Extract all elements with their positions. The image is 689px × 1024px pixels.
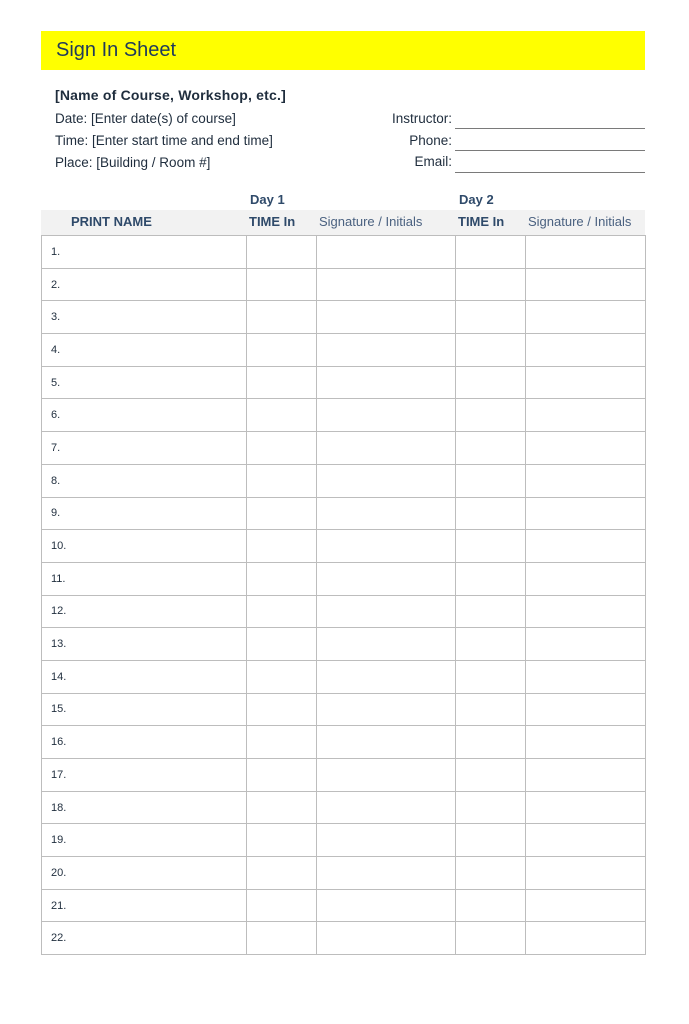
signature-day-1-cell[interactable] (317, 562, 456, 595)
table-row (42, 824, 646, 857)
row-number: 6. (51, 409, 61, 422)
day-1-label: Day 1 (250, 192, 285, 207)
time-in-day-1-cell[interactable] (247, 726, 317, 759)
row-number: 18. (51, 801, 67, 814)
signature-day-1-cell[interactable] (317, 301, 456, 334)
row-number: 11. (51, 572, 66, 585)
time-in-day-2-cell[interactable] (456, 497, 526, 530)
signature-day-1-cell[interactable] (317, 824, 456, 857)
time-in-day-2-cell[interactable] (456, 791, 526, 824)
table-row (42, 628, 646, 661)
table-row (42, 399, 646, 432)
time-in-day-2-cell[interactable] (456, 759, 526, 792)
time-in-day-2-cell[interactable] (456, 366, 526, 399)
signature-day-1-cell[interactable] (317, 366, 456, 399)
name-cell[interactable] (42, 236, 247, 269)
signature-day-1-cell[interactable] (317, 660, 456, 693)
time-in-day-1-cell[interactable] (247, 464, 317, 497)
table-row (42, 595, 646, 628)
email-label: Email: (414, 154, 452, 169)
signature-day-2-cell[interactable] (526, 693, 646, 726)
table-row (42, 334, 646, 367)
header-print-name: PRINT NAME (71, 214, 152, 229)
signature-day-2-cell[interactable] (526, 759, 646, 792)
time-in-day-2-cell[interactable] (456, 889, 526, 922)
time-in-day-1-cell[interactable] (247, 399, 317, 432)
name-cell[interactable] (42, 530, 247, 563)
time-field: Time: [Enter start time and end time] (55, 133, 273, 148)
time-in-day-1-cell[interactable] (247, 334, 317, 367)
place-field: Place: [Building / Room #] (55, 155, 211, 170)
signature-day-1-cell[interactable] (317, 726, 456, 759)
time-in-day-2-cell[interactable] (456, 432, 526, 465)
row-number: 22. (51, 932, 67, 945)
time-in-day-1-cell[interactable] (247, 791, 317, 824)
signature-day-2-cell[interactable] (526, 791, 646, 824)
name-cell[interactable] (42, 562, 247, 595)
row-number: 17. (51, 768, 67, 781)
signature-day-2-cell[interactable] (526, 334, 646, 367)
signature-day-1-cell[interactable] (317, 268, 456, 301)
time-in-day-2-cell[interactable] (456, 628, 526, 661)
table-row (42, 268, 646, 301)
time-in-day-2-cell[interactable] (456, 726, 526, 759)
time-in-day-1-cell[interactable] (247, 530, 317, 563)
name-cell[interactable] (42, 726, 247, 759)
time-in-day-1-cell[interactable] (247, 824, 317, 857)
time-in-day-1-cell[interactable] (247, 301, 317, 334)
table-row (42, 791, 646, 824)
title-bar (41, 31, 645, 70)
signature-day-2-cell[interactable] (526, 236, 646, 269)
signature-day-2-cell[interactable] (526, 497, 646, 530)
time-in-day-1-cell[interactable] (247, 366, 317, 399)
row-number: 2. (51, 278, 61, 291)
time-in-day-1-cell[interactable] (247, 432, 317, 465)
signature-day-1-cell[interactable] (317, 922, 456, 955)
name-cell[interactable] (42, 268, 247, 301)
signature-day-1-cell[interactable] (317, 464, 456, 497)
signature-day-2-cell[interactable] (526, 726, 646, 759)
header-time-in-day-1: TIME In (249, 214, 296, 229)
signature-day-1-cell[interactable] (317, 889, 456, 922)
signature-day-2-cell[interactable] (526, 857, 646, 890)
time-in-day-2-cell[interactable] (456, 268, 526, 301)
signature-day-2-cell[interactable] (526, 824, 646, 857)
name-cell[interactable] (42, 759, 247, 792)
signature-day-2-cell[interactable] (526, 628, 646, 661)
row-number: 4. (51, 343, 61, 356)
name-cell[interactable] (42, 334, 247, 367)
time-in-day-2-cell[interactable] (456, 301, 526, 334)
time-in-day-2-cell[interactable] (456, 562, 526, 595)
table-row (42, 497, 646, 530)
table-row (42, 922, 646, 955)
signature-day-1-cell[interactable] (317, 432, 456, 465)
row-number: 12. (51, 605, 67, 618)
time-in-day-1-cell[interactable] (247, 236, 317, 269)
table-row (42, 726, 646, 759)
time-in-day-1-cell[interactable] (247, 497, 317, 530)
row-number: 20. (51, 866, 67, 879)
signature-day-2-cell[interactable] (526, 922, 646, 955)
time-in-day-2-cell[interactable] (456, 236, 526, 269)
signature-day-1-cell[interactable] (317, 628, 456, 661)
name-cell[interactable] (42, 628, 247, 661)
sign-in-table (41, 235, 646, 955)
instructor-line (455, 128, 645, 129)
signature-day-2-cell[interactable] (526, 464, 646, 497)
time-in-day-1-cell[interactable] (247, 660, 317, 693)
time-in-day-1-cell[interactable] (247, 889, 317, 922)
header-signature-day-2: Signature / Initials (528, 214, 632, 229)
signature-day-2-cell[interactable] (526, 660, 646, 693)
page-title: Sign In Sheet (56, 39, 177, 61)
table-row (42, 366, 646, 399)
header-signature-day-1: Signature / Initials (319, 214, 423, 229)
table-row (42, 236, 646, 269)
time-in-day-2-cell[interactable] (456, 464, 526, 497)
course-name: [Name of Course, Workshop, etc.] (55, 87, 286, 103)
signature-day-2-cell[interactable] (526, 562, 646, 595)
row-number: 13. (51, 638, 67, 651)
table-row (42, 301, 646, 334)
time-in-day-2-cell[interactable] (456, 824, 526, 857)
instructor-label: Instructor: (391, 111, 452, 126)
signature-day-2-cell[interactable] (526, 432, 646, 465)
signature-day-1-cell[interactable] (317, 857, 456, 890)
table-row (42, 759, 646, 792)
signature-day-1-cell[interactable] (317, 595, 456, 628)
time-in-day-1-cell[interactable] (247, 693, 317, 726)
name-cell[interactable] (42, 660, 247, 693)
name-cell[interactable] (42, 301, 247, 334)
time-in-day-1-cell[interactable] (247, 562, 317, 595)
signature-day-2-cell[interactable] (526, 366, 646, 399)
phone-line (455, 150, 645, 151)
table-row (42, 432, 646, 465)
row-number: 7. (51, 441, 61, 454)
time-in-day-2-cell[interactable] (456, 399, 526, 432)
table-row (42, 660, 646, 693)
row-number: 15. (51, 703, 67, 716)
table-row (42, 562, 646, 595)
table-row (42, 693, 646, 726)
signature-day-1-cell[interactable] (317, 791, 456, 824)
name-cell[interactable] (42, 824, 247, 857)
time-in-day-1-cell[interactable] (247, 857, 317, 890)
time-in-day-2-cell[interactable] (456, 334, 526, 367)
name-cell[interactable] (42, 595, 247, 628)
row-number: 16. (51, 736, 67, 749)
signature-day-1-cell[interactable] (317, 693, 456, 726)
header-time-in-day-2: TIME In (458, 214, 505, 229)
time-in-day-1-cell[interactable] (247, 268, 317, 301)
signature-day-1-cell[interactable] (317, 399, 456, 432)
row-number: 1. (51, 245, 61, 258)
signature-day-2-cell[interactable] (526, 889, 646, 922)
row-number: 21. (51, 899, 67, 912)
row-number: 3. (51, 311, 61, 324)
signature-day-1-cell[interactable] (317, 497, 456, 530)
name-cell[interactable] (42, 366, 247, 399)
name-cell[interactable] (42, 791, 247, 824)
time-in-day-1-cell[interactable] (247, 595, 317, 628)
time-in-day-2-cell[interactable] (456, 922, 526, 955)
table-row (42, 530, 646, 563)
signature-day-2-cell[interactable] (526, 595, 646, 628)
email-line (455, 172, 645, 173)
row-number: 14. (51, 670, 67, 683)
name-cell[interactable] (42, 857, 247, 890)
name-cell[interactable] (42, 464, 247, 497)
time-in-day-2-cell[interactable] (456, 660, 526, 693)
signature-day-1-cell[interactable] (317, 236, 456, 269)
time-in-day-1-cell[interactable] (247, 759, 317, 792)
signature-day-1-cell[interactable] (317, 334, 456, 367)
date-field: Date: [Enter date(s) of course] (55, 111, 236, 126)
name-cell[interactable] (42, 889, 247, 922)
row-number: 19. (51, 834, 67, 847)
name-cell[interactable] (42, 399, 247, 432)
name-cell[interactable] (42, 497, 247, 530)
name-cell[interactable] (42, 693, 247, 726)
phone-label: Phone: (409, 133, 452, 148)
signature-day-2-cell[interactable] (526, 530, 646, 563)
signature-day-1-cell[interactable] (317, 530, 456, 563)
time-in-day-2-cell[interactable] (456, 595, 526, 628)
time-in-day-1-cell[interactable] (247, 628, 317, 661)
time-in-day-1-cell[interactable] (247, 922, 317, 955)
name-cell[interactable] (42, 432, 247, 465)
row-number: 10. (51, 540, 67, 553)
signature-day-2-cell[interactable] (526, 399, 646, 432)
day-2-label: Day 2 (459, 192, 494, 207)
signature-day-2-cell[interactable] (526, 301, 646, 334)
time-in-day-2-cell[interactable] (456, 530, 526, 563)
time-in-day-2-cell[interactable] (456, 693, 526, 726)
signature-day-2-cell[interactable] (526, 268, 646, 301)
row-number: 9. (51, 507, 61, 520)
table-row (42, 464, 646, 497)
row-number: 5. (51, 376, 61, 389)
table-row (42, 857, 646, 890)
signature-day-1-cell[interactable] (317, 759, 456, 792)
row-number: 8. (51, 474, 61, 487)
time-in-day-2-cell[interactable] (456, 857, 526, 890)
name-cell[interactable] (42, 922, 247, 955)
table-row (42, 889, 646, 922)
